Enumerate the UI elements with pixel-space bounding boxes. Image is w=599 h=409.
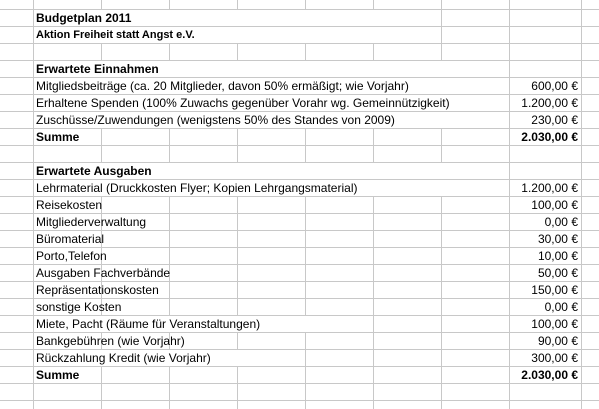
income-row-label[interactable]: Erhaltene Spenden (100% Zuwachs gegenüber Vorahr wg. Gemeinnützigkeit) (36, 95, 508, 111)
income-sum-label[interactable]: Summe (36, 130, 80, 144)
expense-row-amount[interactable]: 0,00 € (544, 215, 578, 229)
sheet-title[interactable]: Budgetplan 2011 (36, 10, 436, 26)
income-row-label[interactable]: Mitgliedsbeiträge (ca. 20 Mitglieder, davon 50% ermäßigt; wie Vorjahr) (36, 78, 508, 94)
expense-row-label[interactable]: Porto,Telefon (36, 249, 107, 263)
expense-row-amount[interactable]: 90,00 € (537, 334, 578, 348)
organization-name[interactable]: Aktion Freiheit statt Angst e.V. (36, 27, 436, 43)
expense-row-amount[interactable]: 0,00 € (544, 300, 578, 314)
expense-row-label[interactable]: Repräsentationskosten (36, 283, 159, 297)
expense-row-amount[interactable]: 1.200,00 € (510, 180, 578, 196)
expense-row-label[interactable]: Bankgebühren (wie Vorjahr) (36, 334, 185, 348)
grid-row-line (0, 145, 599, 146)
expense-row-label[interactable]: Reisekosten (36, 198, 103, 212)
income-row-label[interactable]: Zuschüsse/Zuwendungen (wenigstens 50% des Standes von 2009) (36, 112, 508, 128)
expenses-sum-label[interactable]: Summe (36, 368, 80, 382)
expense-row-label[interactable]: Rückzahlung Kredit (wie Vorjahr) (36, 350, 256, 366)
expense-row-amount[interactable]: 100,00 € (531, 198, 578, 212)
income-row-amount[interactable]: 1.200,00 € (510, 95, 578, 111)
expense-row-label[interactable]: Mitgliederverwaltung (36, 215, 147, 229)
grid-column-line (581, 0, 582, 409)
expenses-sum-amount[interactable]: 2.030,00 € (521, 368, 578, 382)
expenses-heading[interactable]: Erwartete Ausgaben (36, 163, 496, 179)
grid-row-line (0, 400, 599, 401)
expense-row-label[interactable]: sonstige Kosten (36, 300, 122, 314)
expense-row-amount[interactable]: 10,00 € (537, 249, 578, 263)
expense-row-label[interactable]: Ausgaben Fachverbände (36, 266, 171, 280)
expense-row-amount[interactable]: 300,00 € (531, 351, 578, 365)
income-sum-amount[interactable]: 2.030,00 € (521, 130, 578, 144)
income-row-amount[interactable]: 600,00 € (510, 78, 578, 94)
expense-row-amount[interactable]: 30,00 € (537, 232, 578, 246)
expense-row-amount[interactable]: 100,00 € (531, 317, 578, 331)
expense-row-label[interactable]: Lehrmaterial (Druckkosten Flyer; Kopien Lehrgangsmaterial) (36, 180, 508, 196)
grid-row-line (0, 383, 599, 384)
grid-row-line (0, 43, 599, 44)
expense-row-label[interactable]: Miete, Pacht (Räume für Veranstaltungen) (36, 316, 336, 332)
expense-row-label[interactable]: Büromaterial (36, 232, 105, 246)
expense-row-amount[interactable]: 150,00 € (531, 283, 578, 297)
expense-row-amount[interactable]: 50,00 € (537, 266, 578, 280)
income-row-amount[interactable]: 230,00 € (510, 112, 578, 128)
grid-column-line (33, 0, 34, 409)
income-heading[interactable]: Erwartete Einnahmen (36, 61, 496, 77)
